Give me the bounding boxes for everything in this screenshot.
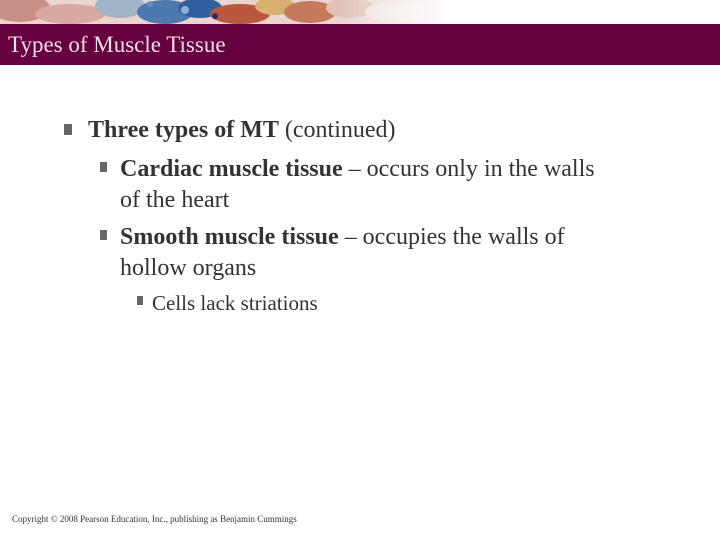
bullet-cardiac [120,154,595,216]
bullet-smooth [120,222,565,284]
bullet-bold-text: Smooth muscle tissue [120,224,339,250]
bullet-text-continued: of the heart [120,187,230,213]
bullet-text: (continued) [278,117,396,143]
bullet-cells-lack-striations [152,290,318,316]
bullet-square-icon [100,162,107,172]
bullet-square-icon [137,296,143,305]
bullet-text-continued: hollow organs [120,255,257,281]
bullet-bold-text: Three types of MT [88,117,279,143]
header-decorative-image [0,0,450,24]
bullet-text: – occupies the walls of [338,224,565,250]
slide-title: Types of Muscle Tissue [8,32,226,57]
title-bar [0,24,720,65]
bullet-text: Cells lack striations [152,291,318,315]
bullet-text: – occurs only in the walls [342,156,595,182]
bullet-square-icon [64,124,72,135]
bullet-bold-text: Cardiac muscle tissue [120,156,343,182]
bullet-three-types [88,116,396,145]
bullet-square-icon [100,230,107,240]
copyright-footer: Copyright © 2008 Pearson Education, Inc., publishing as Benjamin Cummings [12,514,297,524]
